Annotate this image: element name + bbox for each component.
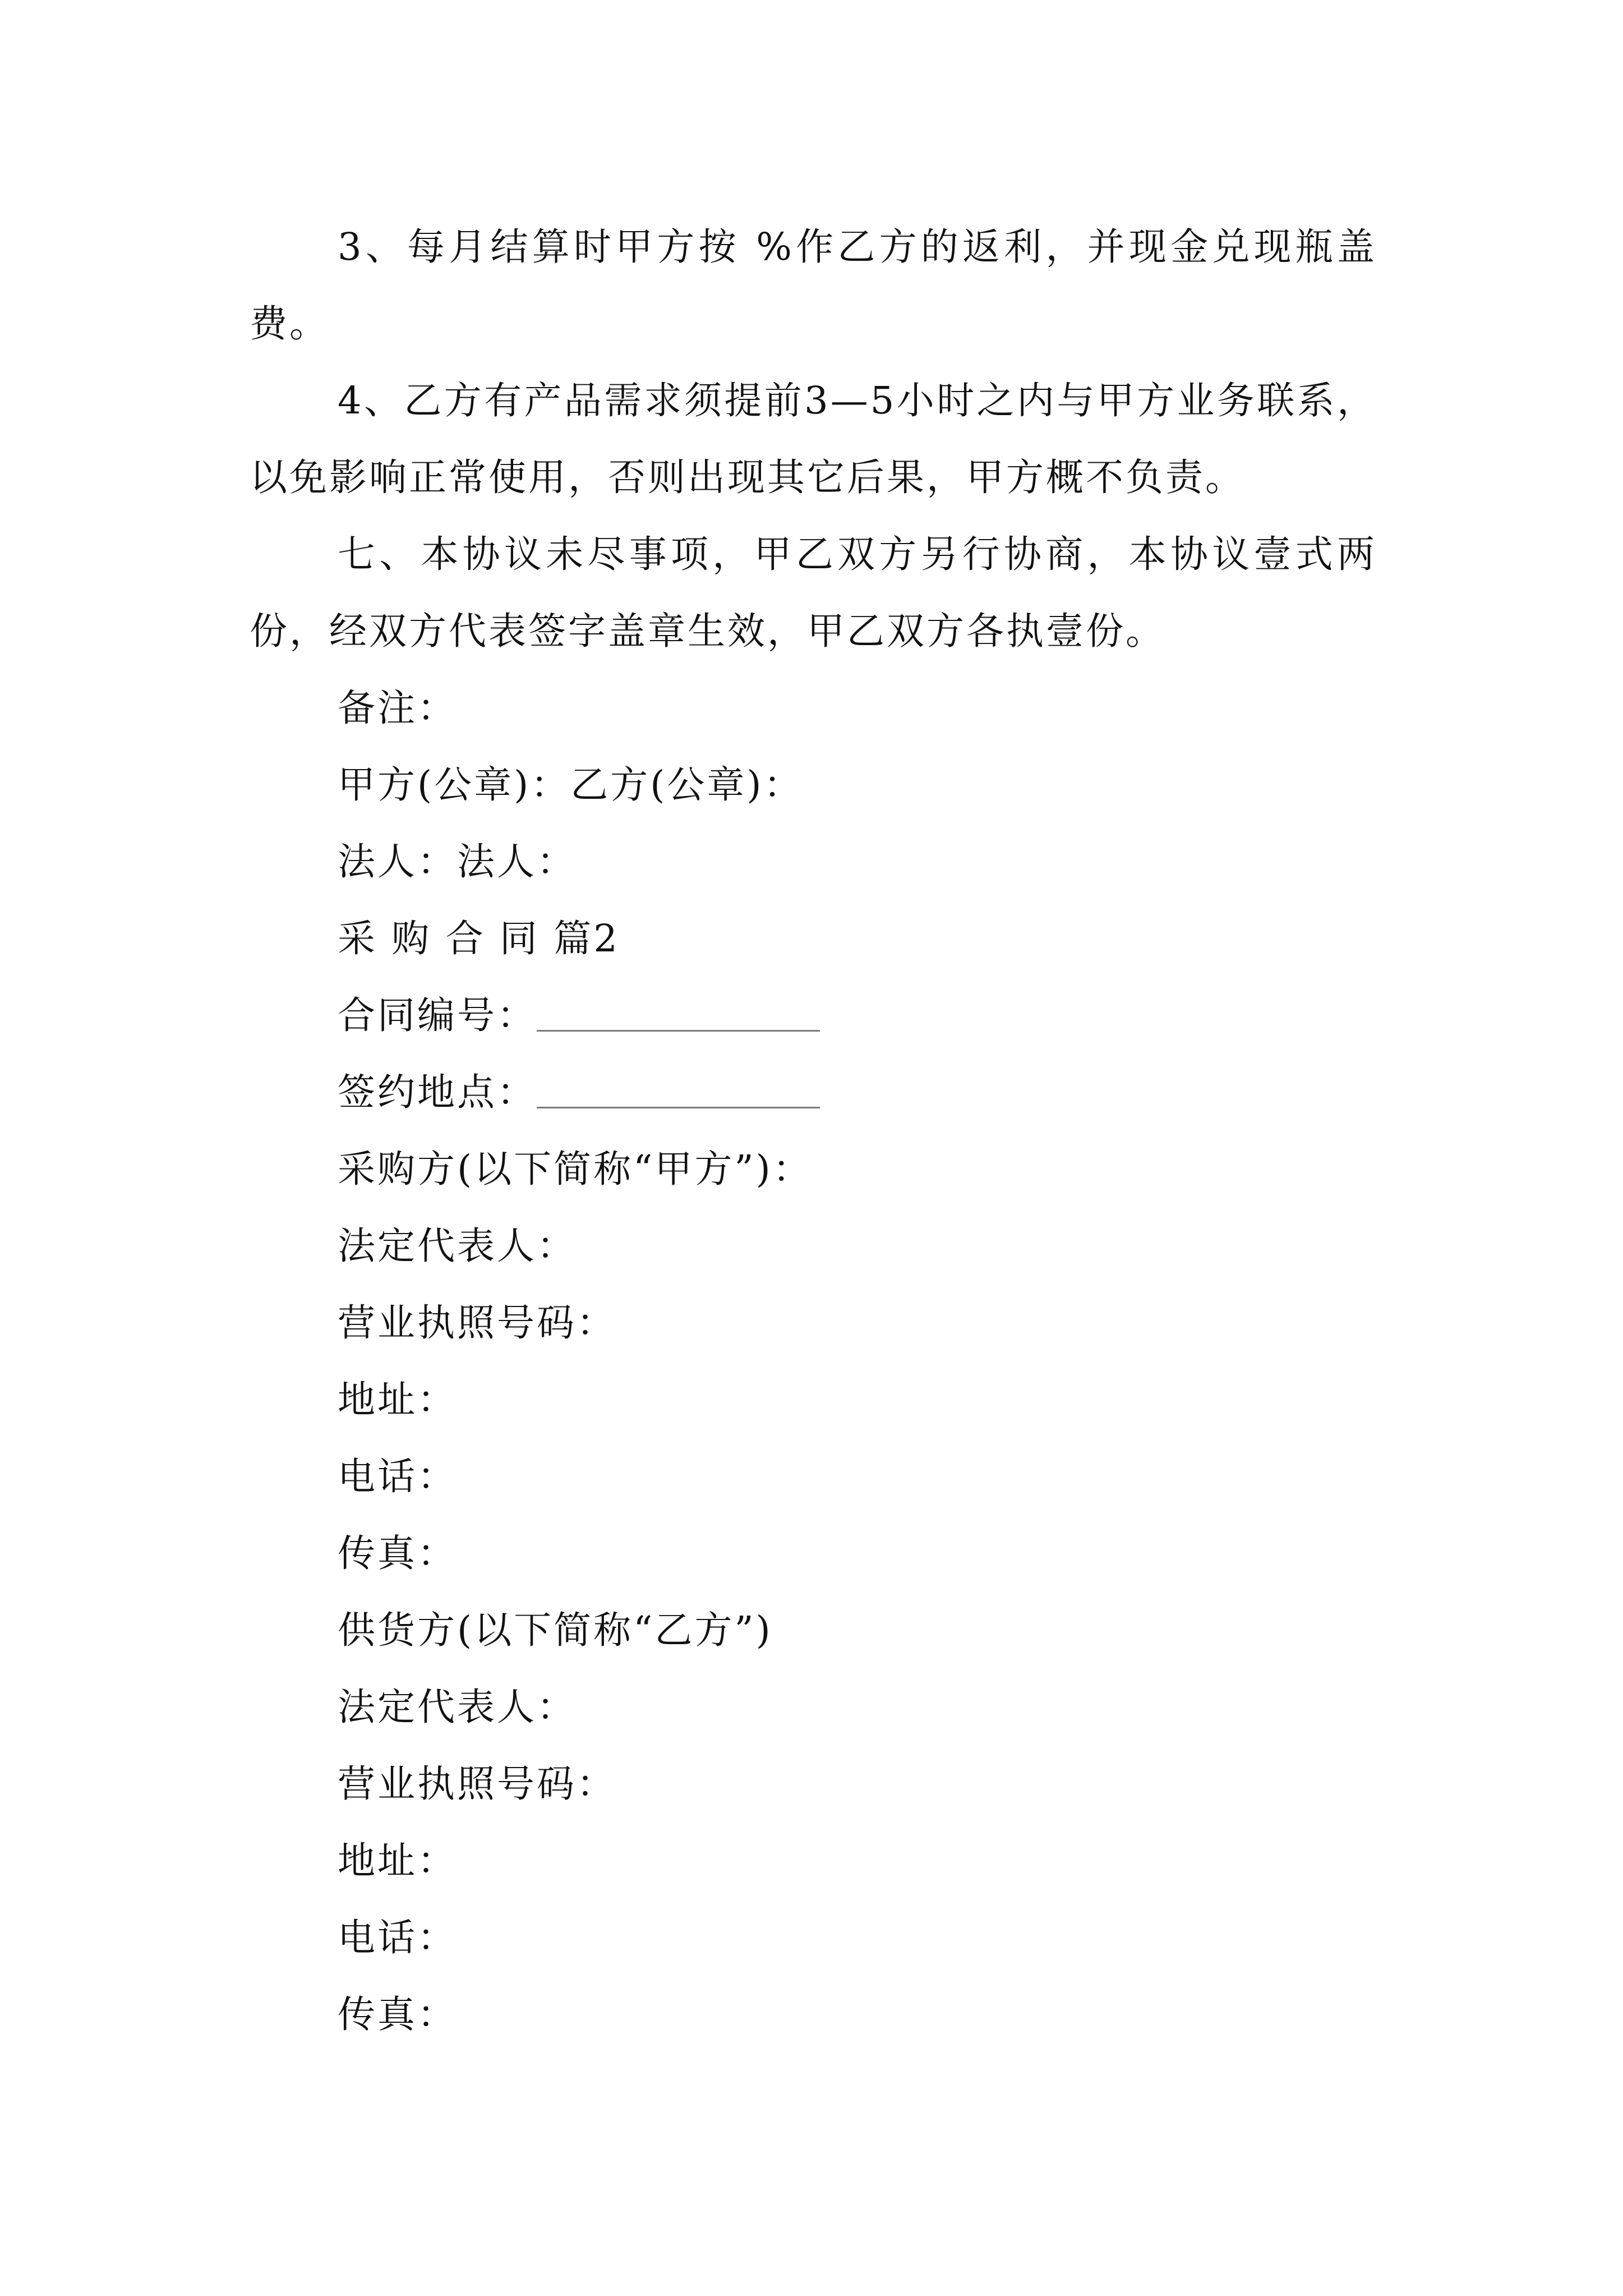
seller-heading: 供货方(以下简称“乙方”) bbox=[338, 1608, 773, 1652]
signing-place-blank bbox=[537, 1073, 820, 1108]
contract-number-label: 合同编号： bbox=[338, 993, 537, 1037]
seller-license-number: 营业执照号码： bbox=[338, 1762, 616, 1806]
buyer-representative: 法定代表人： bbox=[338, 1224, 577, 1268]
document-body bbox=[250, 209, 1377, 2053]
clause-7-paragraph: 七、本协议未尽事项，甲乙双方另行协商，本协议壹式两份，经双方代表签字盖章生效，甲乙双方各执壹份。 bbox=[250, 532, 1377, 653]
buyer-license-number: 营业执照号码： bbox=[338, 1301, 616, 1345]
buyer-fax: 传真： bbox=[338, 1531, 457, 1575]
buyer-phone: 电话： bbox=[338, 1455, 457, 1498]
remark-line: 备注： bbox=[338, 686, 457, 730]
buyer-heading: 采购方(以下简称“甲方”)： bbox=[338, 1147, 813, 1191]
clause-3-paragraph: 3、每月结算时甲方按 %作乙方的返利，并现金兑现瓶盖费。 bbox=[250, 225, 1377, 346]
clause-4-paragraph: 4、乙方有产品需求须提前3—5小时之内与甲方业务联系，以免影响正常使用，否则出现其它后果，甲方概不负责。 bbox=[250, 379, 1377, 499]
section-title: 采 购 合 同 篇2 bbox=[338, 917, 620, 960]
legal-person-line: 法人：法人： bbox=[338, 840, 577, 884]
seal-line: 甲方(公章)：乙方(公章)： bbox=[338, 763, 804, 807]
signing-place-label: 签约地点： bbox=[338, 1070, 537, 1114]
seller-fax: 传真： bbox=[338, 1993, 457, 2036]
seller-address: 地址： bbox=[338, 1839, 457, 1883]
signing-place-row bbox=[250, 1054, 1377, 1131]
contract-number-blank bbox=[537, 996, 820, 1032]
buyer-address: 地址： bbox=[338, 1378, 457, 1421]
seller-representative: 法定代表人： bbox=[338, 1685, 577, 1729]
contract-number-row bbox=[250, 977, 1377, 1054]
seller-phone: 电话： bbox=[338, 1916, 457, 1959]
